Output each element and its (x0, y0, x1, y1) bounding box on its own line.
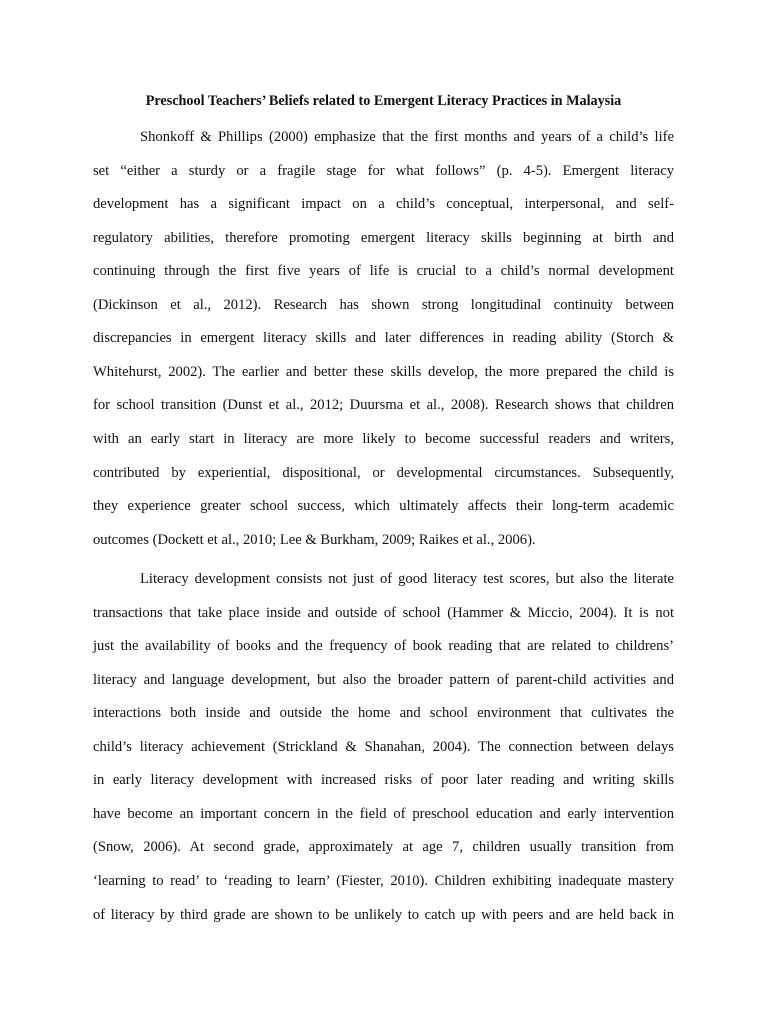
paragraph-line: for school transition (Dunst et al., 2012; Duursma et al., 2008). Research shows that children (93, 397, 674, 414)
paragraph-line: in early literacy development with increased risks of poor later reading and writing skills (93, 772, 674, 789)
paragraph-line: have become an important concern in the field of preschool education and early intervention (93, 805, 674, 822)
paragraph-line: Literacy development consists not just of good literacy test scores, but also the literate (140, 571, 674, 587)
paragraph-line: ‘learning to read’ to ‘reading to learn’ (Fiester, 2010). Children exhibiting inadequate mastery (93, 873, 674, 889)
paragraph-line: contributed by experiential, dispositional, or developmental circumstances. Subsequently, (93, 464, 674, 481)
paragraph-line: they experience greater school success, which ultimately affects their long-term academic (93, 498, 674, 514)
paragraph-line: transactions that take place inside and outside of school (Hammer & Miccio, 2004). It is not (93, 604, 674, 621)
paragraph-line: development has a significant impact on a child’s conceptual, interpersonal, and self- (93, 196, 674, 213)
paragraph-line: continuing through the first five years of life is crucial to a child’s normal development (93, 263, 674, 280)
paragraph-line: discrepancies in emergent literacy skills and later differences in reading ability (Storch & (93, 330, 674, 347)
paragraph-line: with an early start in literacy are more likely to become successful readers and writers, (93, 430, 674, 447)
paragraph-line: literacy and language development, but also the broader pattern of parent-child activities and (93, 671, 674, 688)
paragraph-line: just the availability of books and the frequency of book reading that are related to childrens’ (93, 638, 674, 655)
paragraph-line: regulatory abilities, therefore promoting emergent literacy skills beginning at birth and (93, 229, 674, 246)
paragraph-line: of literacy by third grade are shown to be unlikely to catch up with peers and are held back in (93, 906, 674, 923)
paragraph-line: (Dickinson et al., 2012). Research has shown strong longitudinal continuity between (93, 296, 674, 313)
paragraph-line: child’s literacy achievement (Strickland & Shanahan, 2004). The connection between delays (93, 738, 674, 755)
paragraph-line: Whitehurst, 2002). The earlier and better these skills develop, the more prepared the child is (93, 363, 674, 380)
paragraph-line: outcomes (Dockett et al., 2010; Lee & Burkham, 2009; Raikes et al., 2006). (93, 531, 536, 548)
document-title: Preschool Teachers’ Beliefs related to Emergent Literacy Practices in Malaysia (145, 93, 622, 109)
paragraph-line: Shonkoff & Phillips (2000) emphasize that the first months and years of a child’s life (140, 129, 674, 145)
paragraph-line: (Snow, 2006). At second grade, approximately at age 7, children usually transition from (93, 839, 674, 856)
paragraph-line: interactions both inside and outside the home and school environment that cultivates the (93, 705, 674, 722)
paragraph-line: set “either a sturdy or a fragile stage for what follows” (p. 4-5). Emergent literacy (93, 162, 674, 179)
